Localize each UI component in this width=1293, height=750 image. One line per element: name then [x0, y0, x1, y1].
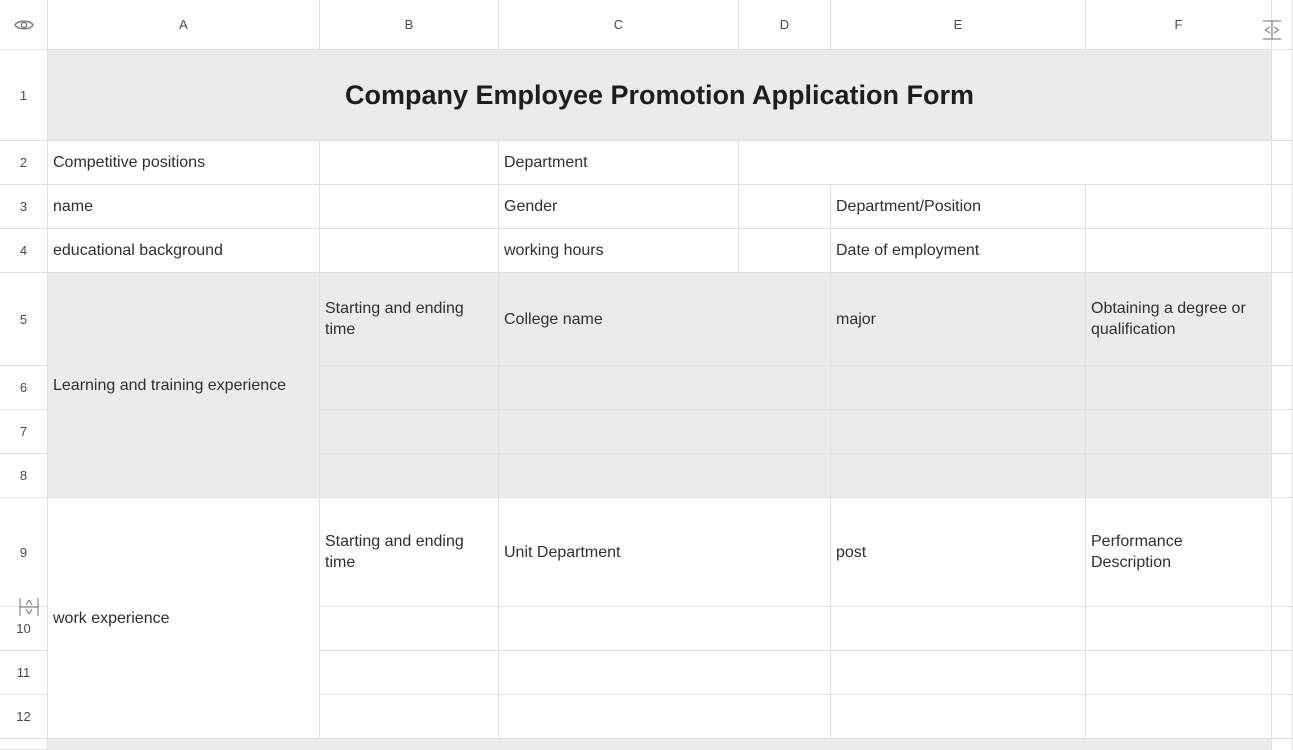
- department-value[interactable]: [739, 141, 1272, 185]
- unit-department-cell[interactable]: [499, 695, 831, 739]
- column-header-c[interactable]: C: [499, 0, 739, 50]
- major-cell[interactable]: [831, 410, 1086, 454]
- work-experience-label[interactable]: work experience: [48, 498, 320, 739]
- row-header-10[interactable]: 10: [0, 607, 48, 651]
- cell-g2[interactable]: [1272, 141, 1293, 185]
- learning-time-cell[interactable]: [320, 454, 499, 498]
- column-header-a[interactable]: A: [48, 0, 320, 50]
- name-value[interactable]: [320, 185, 499, 229]
- department-position-label[interactable]: Department/Position: [831, 185, 1086, 229]
- performance-cell[interactable]: [1086, 695, 1272, 739]
- select-all-corner[interactable]: [0, 0, 48, 50]
- cell-g1[interactable]: [1272, 50, 1293, 141]
- post-cell[interactable]: [831, 607, 1086, 651]
- row-header-6[interactable]: 6: [0, 366, 48, 410]
- column-header-f[interactable]: F: [1086, 0, 1272, 50]
- performance-cell[interactable]: [1086, 607, 1272, 651]
- college-name-header[interactable]: College name: [499, 273, 831, 366]
- gender-value[interactable]: [739, 185, 831, 229]
- row-header-11[interactable]: 11: [0, 651, 48, 695]
- unit-department-cell[interactable]: [499, 607, 831, 651]
- cell-g13[interactable]: [1272, 739, 1293, 750]
- date-of-employment-value[interactable]: [1086, 229, 1272, 273]
- resize-handle-icon[interactable]: [1261, 19, 1283, 41]
- cell-g12[interactable]: [1272, 695, 1293, 739]
- row-header-2[interactable]: 2: [0, 141, 48, 185]
- unit-department-cell[interactable]: [499, 651, 831, 695]
- cell-g9[interactable]: [1272, 498, 1293, 607]
- row-header-13[interactable]: [0, 739, 48, 750]
- cell-g5[interactable]: [1272, 273, 1293, 366]
- date-of-employment-label[interactable]: Date of employment: [831, 229, 1086, 273]
- major-cell[interactable]: [831, 366, 1086, 410]
- college-name-cell[interactable]: [499, 366, 831, 410]
- degree-cell[interactable]: [1086, 454, 1272, 498]
- cell-g6[interactable]: [1272, 366, 1293, 410]
- performance-description-header[interactable]: Performance Description: [1086, 498, 1272, 607]
- row-header-7[interactable]: 7: [0, 410, 48, 454]
- form-title[interactable]: Company Employee Promotion Application Form: [48, 50, 1272, 141]
- competitive-positions-value[interactable]: [320, 141, 499, 185]
- learning-time-cell[interactable]: [320, 410, 499, 454]
- educational-background-value[interactable]: [320, 229, 499, 273]
- degree-cell[interactable]: [1086, 366, 1272, 410]
- name-label[interactable]: name: [48, 185, 320, 229]
- learning-time-cell[interactable]: [320, 366, 499, 410]
- eye-icon[interactable]: [14, 18, 34, 32]
- row-header-5[interactable]: 5: [0, 273, 48, 366]
- row-header-3[interactable]: 3: [0, 185, 48, 229]
- degree-header[interactable]: Obtaining a degree or qualification: [1086, 273, 1272, 366]
- row-header-1[interactable]: 1: [0, 50, 48, 141]
- working-hours-value[interactable]: [739, 229, 831, 273]
- department-position-value[interactable]: [1086, 185, 1272, 229]
- post-cell[interactable]: [831, 651, 1086, 695]
- college-name-cell[interactable]: [499, 410, 831, 454]
- row-header-9[interactable]: 9: [0, 498, 48, 607]
- degree-cell[interactable]: [1086, 410, 1272, 454]
- row-13-cells[interactable]: [48, 739, 1272, 750]
- row-header-4[interactable]: 4: [0, 229, 48, 273]
- post-header[interactable]: post: [831, 498, 1086, 607]
- working-hours-label[interactable]: working hours: [499, 229, 739, 273]
- college-name-cell[interactable]: [499, 454, 831, 498]
- cell-g10[interactable]: [1272, 607, 1293, 651]
- cell-g7[interactable]: [1272, 410, 1293, 454]
- competitive-positions-label[interactable]: Competitive positions: [48, 141, 320, 185]
- work-time-cell[interactable]: [320, 607, 499, 651]
- unit-department-header[interactable]: Unit Department: [499, 498, 831, 607]
- post-cell[interactable]: [831, 695, 1086, 739]
- resize-handle-icon[interactable]: [18, 596, 40, 618]
- cell-g4[interactable]: [1272, 229, 1293, 273]
- cell-g11[interactable]: [1272, 651, 1293, 695]
- column-header-e[interactable]: E: [831, 0, 1086, 50]
- row-header-8[interactable]: 8: [0, 454, 48, 498]
- column-header-b[interactable]: B: [320, 0, 499, 50]
- row-header-12[interactable]: 12: [0, 695, 48, 739]
- work-time-cell[interactable]: [320, 651, 499, 695]
- department-label[interactable]: Department: [499, 141, 739, 185]
- cell-g3[interactable]: [1272, 185, 1293, 229]
- work-time-cell[interactable]: [320, 695, 499, 739]
- major-header[interactable]: major: [831, 273, 1086, 366]
- work-starting-ending-time-header[interactable]: Starting and ending time: [320, 498, 499, 607]
- gender-label[interactable]: Gender: [499, 185, 739, 229]
- learning-training-label[interactable]: Learning and training experience: [48, 273, 320, 498]
- learning-starting-ending-time-header[interactable]: Starting and ending time: [320, 273, 499, 366]
- major-cell[interactable]: [831, 454, 1086, 498]
- cell-g8[interactable]: [1272, 454, 1293, 498]
- column-header-d[interactable]: D: [739, 0, 831, 50]
- educational-background-label[interactable]: educational background: [48, 229, 320, 273]
- performance-cell[interactable]: [1086, 651, 1272, 695]
